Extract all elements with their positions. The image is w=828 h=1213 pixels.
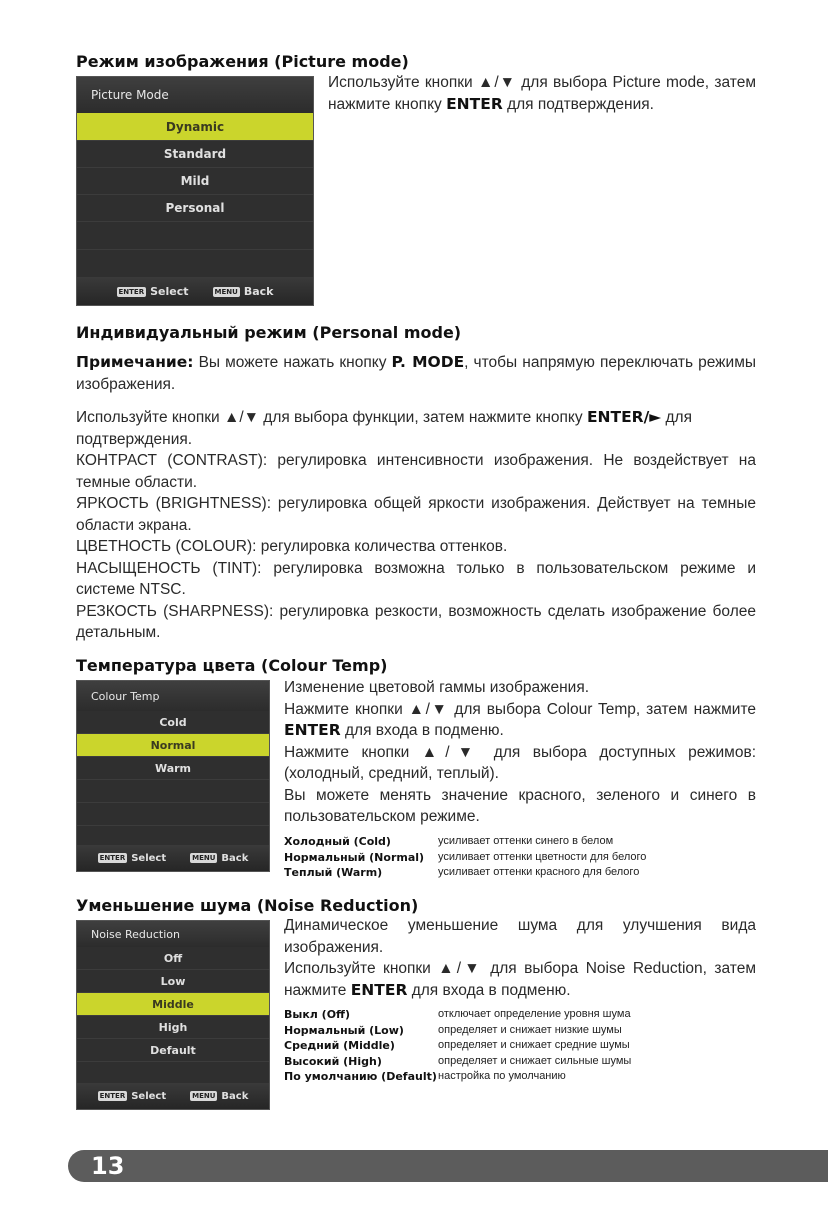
contrast-text: КОНТРАСТ (CONTRAST): регулировка интенсивности изображения. Не воздействует на темные области. (76, 452, 756, 491)
tint-text: НАСЫЩЕНОСТЬ (TINT): регулировка возможна только в пользовательском режиме и системе NTSC. (76, 559, 756, 598)
table-row: Холодный (Cold) усиливает оттенки синего в белом (284, 835, 614, 848)
personal-mode-usage: Используйте кнопки ▲/▼ для выбора функции, затем нажмите кнопку ENTER/► для подтверждения. (76, 408, 692, 448)
noise-reduction-heading: Уменьшение шума (Noise Reduction) (76, 896, 419, 915)
table-row: Средний (Middle) определяет и снижает средние шумы (284, 1039, 630, 1052)
colour-text: ЦВЕТНОСТЬ (COLOUR): регулировка количества оттенков. (76, 538, 508, 555)
back-hint: MENU Back (192, 852, 249, 864)
table-row: Высокий (High) определяет и снижает сильные шумы (284, 1054, 632, 1068)
page-number: 13 (91, 1152, 125, 1180)
brightness-text: ЯРКОСТЬ (BRIGHTNESS): регулировка общей яркости изображения. Действует на темные области экрана. (76, 495, 756, 534)
enter-key-icon: ENTER (99, 853, 126, 862)
select-hint: ENTER Select (118, 284, 189, 298)
table-row: Выкл (Off) отключает определение уровня шума (284, 1008, 631, 1021)
enter-key-icon: ENTER (118, 287, 145, 296)
menu-footer (77, 845, 269, 871)
colour-temp-text: Изменение цветовой гаммы изображения. Нажмите кнопки ▲/▼ для выбора Colour Temp, затем нажмите ENTER для входа в подменю. Нажмите кнопки ▲/▼ для выбора доступных режимов: (холодный, средний, теплый). Вы можете менять значение красного, зеленого и синего в пользовательском режиме. (284, 679, 756, 825)
enter-key-icon: ENTER (99, 1091, 126, 1100)
menu-item-off[interactable]: Off (77, 947, 269, 970)
menu-item-low[interactable]: Low (77, 970, 269, 993)
noise-reduction-text: Динамическое уменьшение шума для улучшения вида изображения. Используйте кнопки ▲/▼ для выбора Noise Reduction, затем нажмите ENTER для входа в подменю. (284, 917, 756, 999)
picture-mode-heading: Режим изображения (Picture mode) (76, 52, 409, 71)
colour-temp-menu (76, 680, 270, 872)
menu-item-dynamic[interactable]: Dynamic (77, 113, 313, 141)
menu-item-personal[interactable]: Personal (77, 195, 313, 222)
menu-footer (77, 277, 313, 305)
table-row: Нормальный (Low) определяет и снижает низкие шумы (284, 1023, 622, 1037)
enter-keyword: ENTER (446, 94, 503, 113)
noise-reduction-menu (76, 920, 270, 1110)
colour-temp-heading: Температура цвета (Colour Temp) (76, 656, 388, 675)
menu-title: Picture Mode (77, 77, 313, 113)
back-hint: MENU Back (214, 284, 274, 298)
menu-item-normal[interactable]: Normal (77, 734, 269, 757)
menu-title: Noise Reduction (77, 921, 269, 947)
picture-mode-text: Используйте кнопки ▲/▼ для выбора Picture mode, затем нажмите кнопку ENTER для подтверждения. (328, 74, 756, 113)
table-row: Теплый (Warm) усиливает оттенки красного для белого (284, 866, 640, 879)
personal-mode-heading: Индивидуальный режим (Personal mode) (76, 323, 462, 342)
personal-mode-note: Примечание: Вы можете нажать кнопку P. MODE, чтобы напрямую переключать режимы изображения. (76, 353, 756, 393)
select-hint: ENTER Select (99, 852, 167, 864)
picture-mode-menu (76, 76, 314, 306)
table-row: По умолчанию (Default) настройка по умолчанию (284, 1070, 566, 1083)
menu-key-icon: MENU (192, 1091, 216, 1100)
back-hint: MENU Back (192, 1090, 249, 1102)
menu-item-cold[interactable]: Cold (77, 711, 269, 734)
select-hint: ENTER Select (99, 1090, 167, 1102)
menu-footer (77, 1083, 269, 1109)
menu-title: Colour Temp (77, 681, 269, 711)
menu-item-middle[interactable]: Middle (77, 993, 269, 1016)
menu-item-high[interactable]: High (77, 1016, 269, 1039)
noise-reduction-table (284, 1007, 756, 1085)
menu-item-mild[interactable]: Mild (77, 168, 313, 195)
sharpness-text: РЕЗКОСТЬ (SHARPNESS): регулировка резкости, возможность сделать изображение более детальным. (76, 602, 756, 641)
menu-key-icon: MENU (214, 287, 238, 296)
footer-bar (68, 1150, 828, 1182)
menu-item-standard[interactable]: Standard (77, 141, 313, 168)
menu-item-default[interactable]: Default (77, 1039, 269, 1062)
table-row: Нормальный (Normal) усиливает оттенки цветности для белого (284, 850, 647, 864)
colour-temp-table (284, 834, 756, 881)
personal-mode-text (76, 352, 756, 644)
menu-item-warm[interactable]: Warm (77, 757, 269, 780)
menu-key-icon: MENU (192, 853, 216, 862)
